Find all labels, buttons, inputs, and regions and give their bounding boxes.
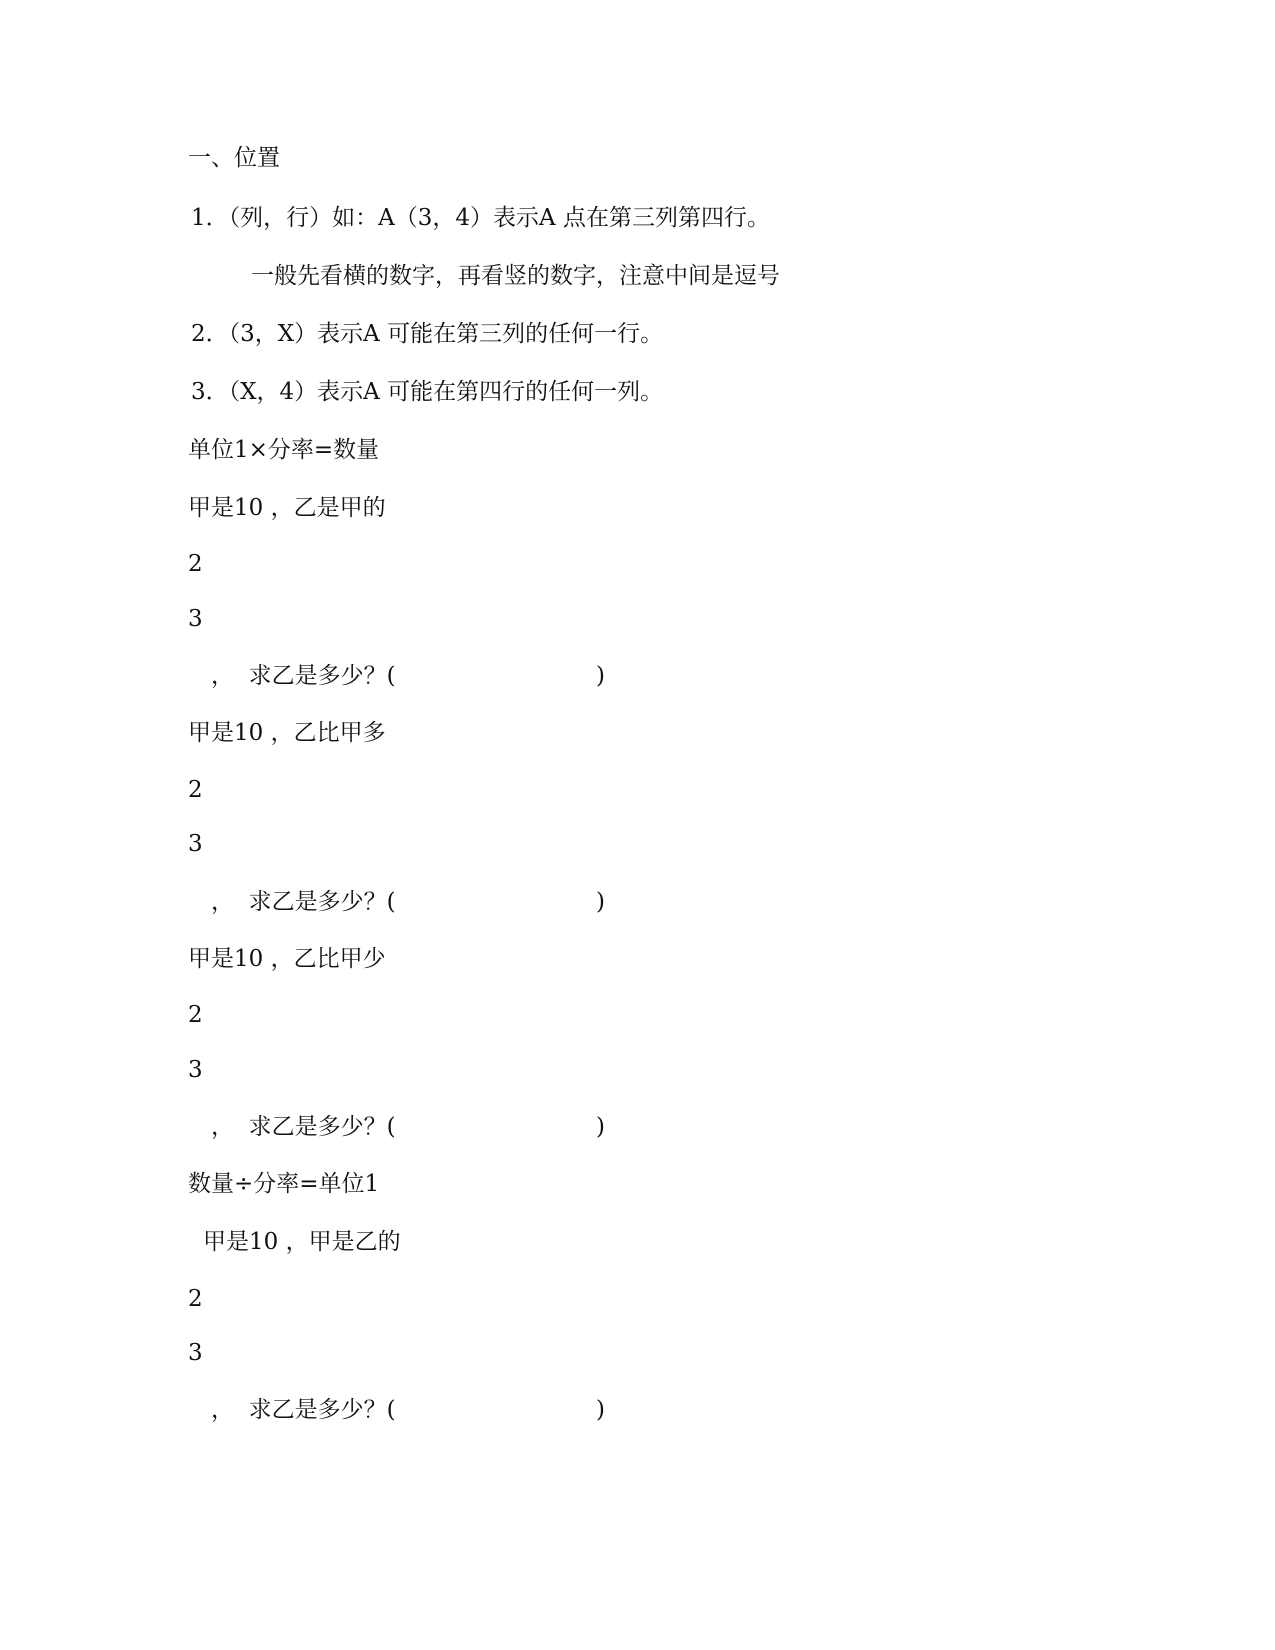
- problem-3-stem: 甲是10 ，乙比甲少: [188, 946, 386, 972]
- question-text: ， 求乙是多少？(: [211, 1114, 396, 1140]
- problem-4-question: [211, 1395, 605, 1425]
- answer-blank-close: ): [596, 889, 605, 915]
- item-number: 1．: [191, 205, 229, 231]
- item-text: （列，行）如：A（3，4）表示A 点在第三列第四行。: [228, 205, 770, 231]
- answer-blank-close: ): [596, 663, 605, 689]
- problem-2-stem: 甲是10 ，乙比甲多: [188, 720, 386, 746]
- problem-1-numerator: 2: [188, 551, 203, 577]
- problem-1-question: [211, 661, 605, 691]
- answer-blank-close: ): [596, 1397, 605, 1423]
- item-text: （3，X）表示A 可能在第三列的任何一行。: [228, 321, 664, 347]
- problem-2-numerator: 2: [188, 777, 203, 803]
- problem-4-stem: 甲是10 ，甲是乙的: [203, 1229, 401, 1255]
- item-text: （X，4）表示A 可能在第四行的任何一列。: [228, 379, 664, 405]
- item-number: 2．: [191, 321, 229, 347]
- problem-3-question: [211, 1112, 605, 1142]
- problem-3-denominator: 3: [188, 1057, 203, 1083]
- problem-2-denominator: 3: [188, 831, 203, 857]
- rule-unit-times-fraction: 单位1×分率=数量: [188, 437, 380, 463]
- problem-1-denominator: 3: [188, 606, 203, 632]
- question-text: ， 求乙是多少？(: [211, 889, 396, 915]
- section-title: 一、位置: [188, 145, 280, 171]
- problem-4-numerator: 2: [188, 1286, 203, 1312]
- problem-4-denominator: 3: [188, 1340, 203, 1366]
- item-3: [191, 377, 663, 407]
- question-text: ， 求乙是多少？(: [211, 663, 396, 689]
- item-1: [191, 203, 770, 233]
- item-2: [191, 319, 663, 349]
- answer-blank-close: ): [596, 1114, 605, 1140]
- problem-2-question: [211, 887, 605, 917]
- item-number: 3．: [191, 379, 229, 405]
- problem-3-numerator: 2: [188, 1002, 203, 1028]
- question-text: ， 求乙是多少？(: [211, 1397, 396, 1423]
- problem-1-stem: 甲是10 ，乙是甲的: [188, 495, 386, 521]
- rule-quantity-divided-fraction: 数量÷分率=单位1: [188, 1171, 380, 1197]
- item-note: 一般先看横的数字，再看竖的数字，注意中间是逗号: [251, 263, 780, 289]
